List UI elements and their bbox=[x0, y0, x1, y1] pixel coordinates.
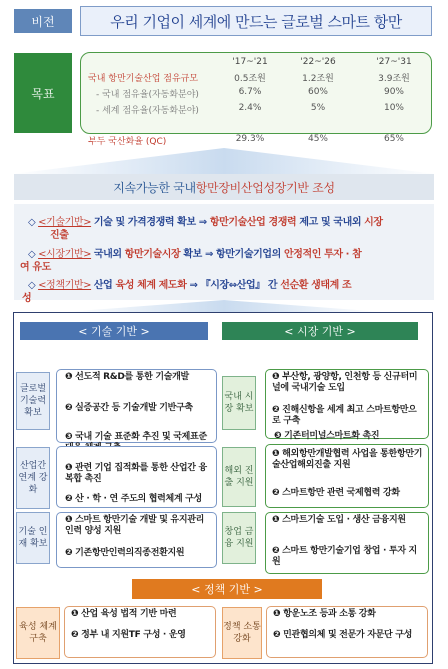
item-box bbox=[265, 512, 429, 574]
strategy-key: <시장기반> bbox=[38, 249, 92, 260]
strategy-emphasis: 성 bbox=[22, 293, 32, 304]
item-box bbox=[266, 606, 428, 658]
group-label: 산업간 연계 강화 bbox=[16, 447, 50, 509]
metric-value: 6.7% bbox=[238, 87, 262, 97]
tab-market: < 시장 기반 > bbox=[222, 322, 418, 340]
item-text: ❶ 항운노조 등과 소통 강화 bbox=[273, 609, 376, 619]
item-text: ❶ 부산항, 광양항, 인천항 등 신규터미널에 국내기술 도입 bbox=[272, 372, 418, 393]
group-label: 국내 시장 확보 bbox=[222, 376, 256, 430]
item-text: ❷ 정부 내 지원TF 구성 · 운영 bbox=[71, 630, 186, 640]
list-item bbox=[65, 372, 215, 383]
strategy-text: 제고 및 국내외 bbox=[296, 217, 365, 228]
list-item bbox=[71, 609, 215, 620]
strategy-line-cont bbox=[50, 226, 69, 241]
metric-value: 2.4% bbox=[238, 103, 262, 113]
metric-value: 90% bbox=[383, 87, 404, 97]
list-item bbox=[272, 405, 424, 427]
metric-value: 5% bbox=[310, 103, 326, 113]
goal-label: 목표 bbox=[14, 53, 72, 133]
item-text: ❷ 민관협의체 및 전문가 자문단 구성 bbox=[273, 630, 413, 640]
strategy-line-market: ◇ <시장기반> 국내외 항만기술시장 확보 ⇒ 항만기술기업의 안정적인 투자 · 참 bbox=[28, 249, 362, 260]
list-item bbox=[272, 488, 424, 499]
metric-label: 국내 항만기술산업 점유규모 bbox=[88, 74, 199, 84]
strategy-text: 기술 및 가격경쟁력 확보 ⇒ bbox=[93, 217, 210, 228]
item-text: ❷ 산 · 학 · 연 주도의 협력체계 구성 bbox=[65, 494, 202, 504]
metric-value: 60% bbox=[307, 87, 328, 97]
vision-statement: 우리 기업이 세계에 만드는 글로벌 스마트 항만 bbox=[80, 6, 432, 36]
period-header: '17~'21 bbox=[232, 57, 268, 67]
item-text: ❷ 실증공간 등 기술개발 기반구축 bbox=[65, 403, 193, 413]
metric-label: - 국내 점유율(자동화분야) bbox=[96, 90, 199, 100]
strategy-key: <기술기반> bbox=[38, 217, 92, 228]
item-text: ❸ 기존터미널스마트화 촉진 bbox=[274, 431, 380, 441]
list-item bbox=[71, 630, 215, 641]
group-label: 기술 인재 확보 bbox=[16, 512, 50, 564]
item-text: ❶ 선도적 R&D를 통한 기술개발 bbox=[65, 372, 189, 382]
vision-label: 비전 bbox=[14, 9, 72, 33]
metric-value: 1.2조원 bbox=[302, 74, 334, 84]
item-text: ❷ 스마트 항만기술기업 창업 · 투자 지원 bbox=[272, 546, 417, 567]
item-box bbox=[265, 369, 429, 439]
period-header: '22~'26 bbox=[300, 57, 336, 67]
list-item bbox=[274, 431, 426, 442]
metric-value: 3.9조원 bbox=[378, 74, 410, 84]
strategy-line-tech: ◇ <기술기반> 기술 및 가격경쟁력 확보 ⇒ 항만기술산업 경쟁력 제고 및 국내외 시장 bbox=[28, 217, 383, 228]
strategy-line-cont bbox=[20, 258, 51, 273]
strategy-text: 산업 bbox=[93, 280, 116, 291]
group-label: 해외 진출 지원 bbox=[222, 447, 256, 507]
strategy-emphasis: 안정적인 투자 · 참 bbox=[283, 249, 362, 260]
list-item bbox=[272, 372, 424, 394]
group-label: 정책 소통 강화 bbox=[222, 607, 262, 659]
strategy-line-policy: ◇ <정책기반> 산업 육성 체계 제도화 ⇒ 『시장⇔산업』 간 선순환 생태계 조 bbox=[28, 280, 352, 291]
item-box bbox=[64, 606, 216, 658]
banner-text: 지속가능한 국내 bbox=[113, 180, 196, 195]
item-text: ❶ 산업 육성 법적 기반 마련 bbox=[71, 609, 177, 619]
group-label: 육성 체계 구축 bbox=[16, 607, 60, 659]
item-text: ❸ 국내 기술 표준화 추진 및 국제표준 bbox=[65, 432, 207, 442]
tab-tech: < 기술 기반 > bbox=[20, 322, 208, 340]
metric-value: 10% bbox=[383, 103, 404, 113]
strategy-text: 확보 ⇒ 항만기술기업의 bbox=[180, 249, 284, 260]
banner-highlight: 성장기반 조성 bbox=[263, 180, 335, 195]
list-item bbox=[273, 630, 427, 641]
list-item bbox=[272, 515, 424, 526]
item-box bbox=[56, 446, 217, 508]
strategy-emphasis: 진출 bbox=[50, 230, 69, 241]
metric-value: 29.3% bbox=[235, 134, 265, 144]
strategy-emphasis: 항만기술시장 bbox=[124, 249, 181, 260]
list-item bbox=[273, 609, 427, 620]
group-label: 글로벌 기술력 확보 bbox=[16, 372, 50, 430]
list-item bbox=[65, 515, 215, 537]
item-text: ❷ 스마트항만 관련 국제협력 강화 bbox=[272, 488, 400, 498]
metric-value: 0.5조원 bbox=[234, 74, 266, 84]
item-text: ❷ 진해신항을 세계 최고 스마트항만으로 구축 bbox=[272, 405, 417, 426]
list-item bbox=[272, 546, 424, 568]
down-arrow-icon bbox=[4, 300, 444, 312]
metric-label: 부두 국산화율 (QC) bbox=[88, 137, 167, 147]
list-item bbox=[65, 548, 215, 559]
strategy-emphasis: 선순환 생태계 조 bbox=[280, 280, 352, 291]
list-item bbox=[65, 463, 215, 485]
strategy-emphasis: 육성 체계 제도화 bbox=[115, 280, 187, 291]
list-item bbox=[272, 449, 424, 471]
item-box bbox=[56, 512, 217, 568]
item-text: ❷ 기존항만인력의직종전환지원 bbox=[65, 548, 185, 558]
strategy-key: <정책기반> bbox=[38, 280, 92, 291]
strategy-banner bbox=[14, 174, 434, 200]
list-item bbox=[65, 403, 215, 414]
metric-label: - 세계 점유율(자동화분야) bbox=[96, 106, 199, 116]
banner-highlight: 항만장비산업 bbox=[195, 180, 264, 195]
list-item bbox=[65, 494, 215, 505]
item-text: ❶ 스마트 항만기술 개발 및 유지관리 인력 양성 지원 bbox=[65, 515, 205, 536]
item-box bbox=[56, 369, 217, 443]
tab-policy: < 정책 기반 > bbox=[132, 579, 322, 599]
strategy-text: 국내외 bbox=[93, 249, 125, 260]
metric-value: 65% bbox=[383, 134, 404, 144]
group-label: 창업 금융 지원 bbox=[222, 512, 256, 564]
strategy-emphasis: 시장 bbox=[364, 217, 383, 228]
period-header: '27~'31 bbox=[376, 57, 412, 67]
strategy-emphasis: 항만기술산업 경쟁력 bbox=[209, 217, 297, 228]
down-arrow-icon bbox=[4, 146, 444, 174]
item-box bbox=[265, 444, 429, 508]
item-text: ❶ 해외항만개발협력 사업을 통한항만기술산업해외진출 지원 bbox=[272, 449, 423, 470]
metric-value: 45% bbox=[307, 134, 328, 144]
item-text: ❶ 스마트기술 도입 · 생산 금융지원 bbox=[272, 515, 406, 525]
item-text: ❶ 관련 기업 집적화를 통한 산업간 융복합 촉진 bbox=[65, 463, 207, 484]
strategy-text: ⇒ 『시장⇔산업』 간 bbox=[186, 280, 281, 291]
strategy-emphasis: 여 유도 bbox=[20, 262, 51, 273]
